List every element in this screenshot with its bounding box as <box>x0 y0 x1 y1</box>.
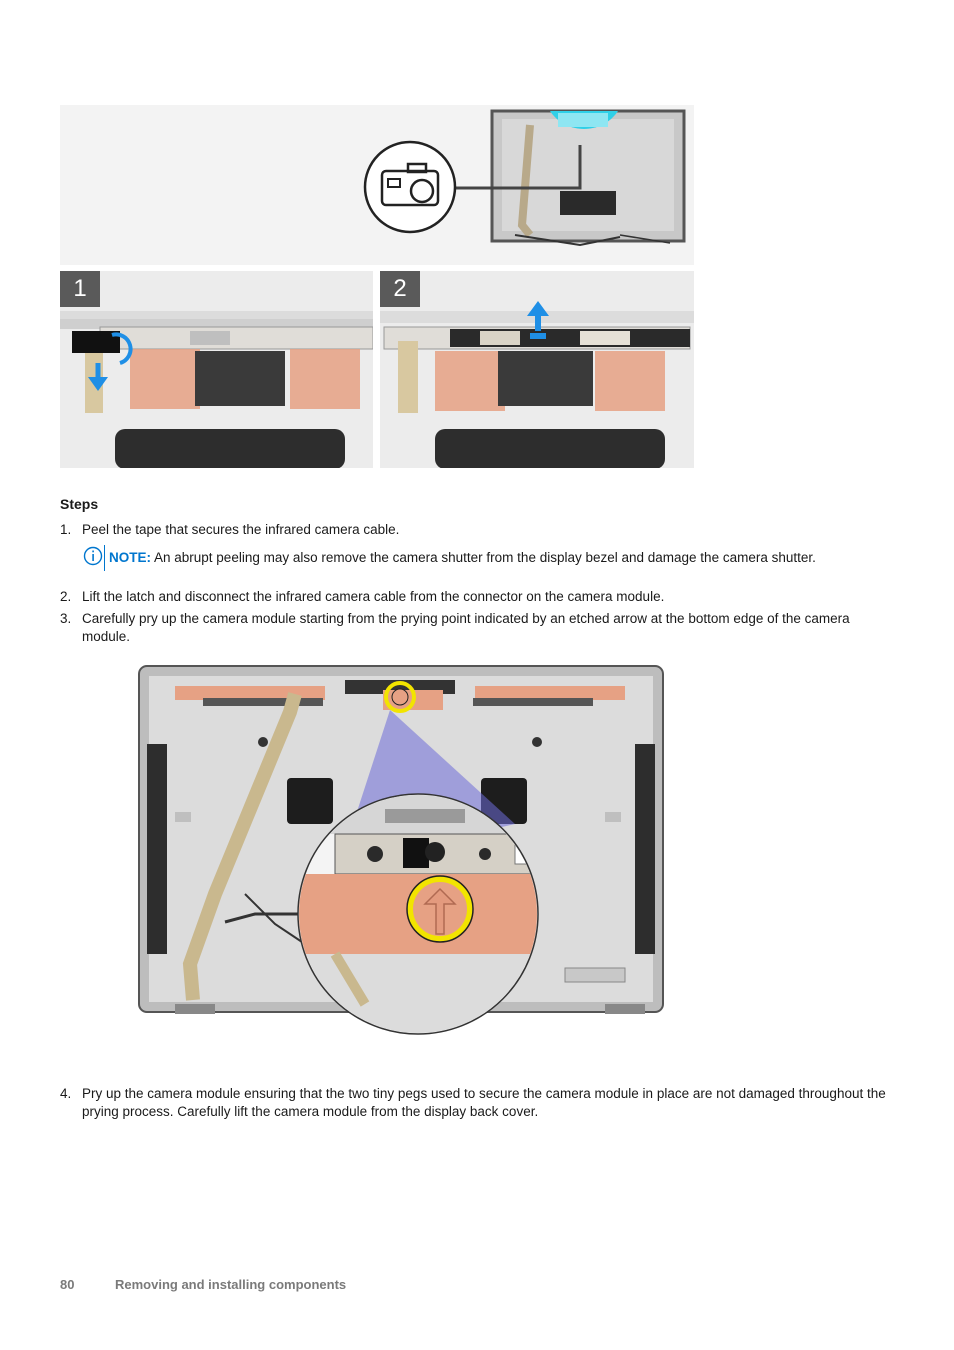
note-text: An abrupt peeling may also remove the camera shutter from the display bezel and damage the camera shutter. <box>151 550 816 565</box>
footer-section-title: Removing and installing components <box>115 1277 347 1292</box>
page-number: 80 <box>60 1277 75 1292</box>
top-figure <box>60 105 694 470</box>
panel-1-number: 1 <box>60 271 100 307</box>
step-1 <box>60 521 890 539</box>
step-text: Pry up the camera module ensuring that the two tiny pegs used to secure the camera module in place are not damaged throughout the prying process. Carefully lift the camera module from the display back cover. <box>82 1086 886 1119</box>
step-number: 2. <box>60 589 72 604</box>
display-back-cover-figure <box>135 664 669 1036</box>
step-3 <box>60 610 890 646</box>
step-panel-2 <box>380 271 694 468</box>
note-box <box>83 547 903 571</box>
panel-2-number: 2 <box>380 271 420 307</box>
step-4 <box>60 1085 890 1121</box>
overview-panel <box>60 105 694 265</box>
info-icon <box>83 545 105 571</box>
step-2 <box>60 588 890 606</box>
step-number: 4. <box>60 1086 72 1101</box>
steps-heading: Steps <box>60 496 99 512</box>
step-text: Lift the latch and disconnect the infrared camera cable from the connector on the camera module. <box>82 589 665 604</box>
step-number: 3. <box>60 611 72 626</box>
step-text: Carefully pry up the camera module starting from the prying point indicated by an etched arrow at the bottom edge of the camera module. <box>82 611 850 644</box>
step-number: 1. <box>60 522 72 537</box>
note-label: NOTE: <box>109 550 151 565</box>
step-panel-1 <box>60 271 373 468</box>
step-text: Peel the tape that secures the infrared camera cable. <box>82 522 400 537</box>
